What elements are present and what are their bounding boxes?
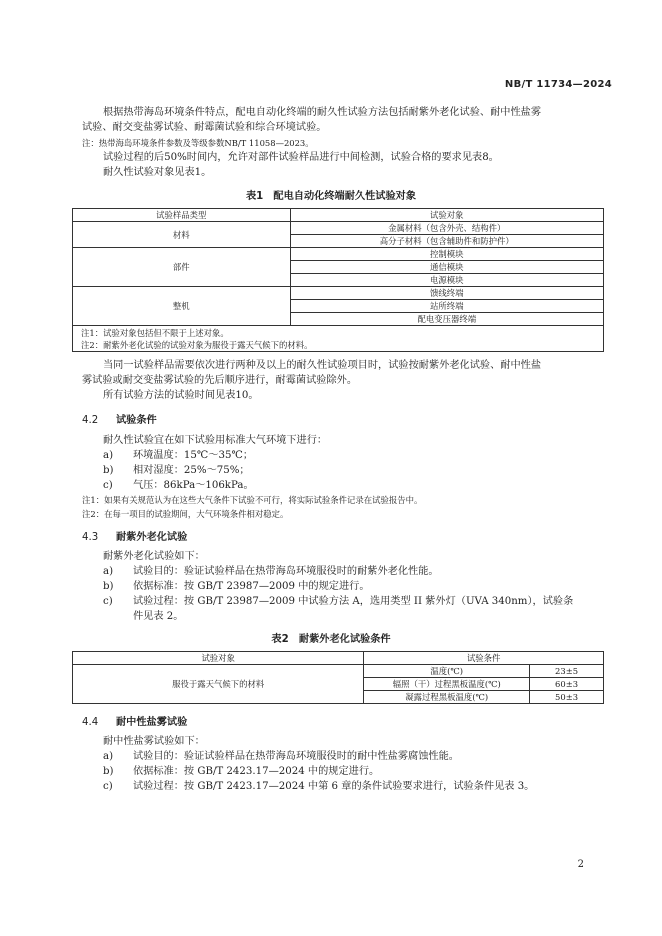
table2-header-row — [73, 652, 604, 665]
table2-condition-name: 辐照（干）过程黑板温度(℃) — [364, 678, 530, 691]
section-number: 4.4 — [82, 717, 99, 728]
intro-para1-line1: 根据热带海岛环境条件特点，配电自动化终端的耐久性试验方法包括耐紫外老化试验、耐中性盐雾 — [103, 107, 542, 118]
table2-col-condition: 试验条件 — [364, 652, 604, 665]
list-item: b) 依据标准：按 GB/T 2423.17—2024 中的规定进行。 — [103, 766, 380, 777]
table2-object-cell: 服役于露天气候下的材料 — [73, 665, 364, 704]
table1-object-cell: 通信模块 — [290, 261, 603, 274]
table-row — [73, 287, 604, 300]
section-title: 试验条件 — [116, 415, 157, 426]
section-number: 4.3 — [82, 532, 99, 543]
table2-condition-name: 温度(℃) — [364, 665, 530, 678]
section-title: 耐中性盐雾试验 — [116, 717, 188, 728]
after-table1-line1: 当同一试验样品需要依次进行两种及以上的耐久性试验项目时，试验按耐紫外老化试验、耐中性盐 — [103, 360, 542, 371]
table1-type-cell: 整机 — [73, 287, 291, 326]
section-title: 耐紫外老化试验 — [116, 532, 188, 543]
table-row — [73, 665, 604, 678]
standard-code: NB/T 11734—2024 — [504, 79, 612, 90]
section-4-3-heading — [82, 528, 187, 543]
table1-type-cell: 材料 — [73, 222, 291, 248]
s43-intro: 耐紫外老化试验如下： — [103, 551, 205, 562]
table2-condition-value: 23±5 — [530, 665, 604, 678]
list-item: c) 气压：86kPa～106kPa。 — [103, 480, 254, 491]
s42-intro: 耐久性试验宜在如下试验用标准大气环境下进行： — [103, 435, 328, 446]
list-item: b) 相对湿度：25%～75%； — [103, 465, 250, 476]
table2-caption: 表2 耐紫外老化试验条件 — [271, 634, 391, 645]
list-item: c) 试验过程：按 GB/T 2423.17—2024 中第 6 章的条件试验要求进行，试验条件见表 3。 — [103, 781, 535, 792]
intro-note: 注：热带海岛环境条件参数及等级参数NB/T 11058—2023。 — [82, 138, 314, 148]
table1-col-object: 试验对象 — [290, 209, 603, 222]
s44-intro: 耐中性盐雾试验如下： — [103, 736, 205, 747]
intro-para3: 耐久性试验对象见表1。 — [103, 167, 212, 178]
table2 — [72, 651, 604, 704]
table1-object-cell: 配电变压器终端 — [290, 313, 603, 326]
table1-object-cell: 电源模块 — [290, 274, 603, 287]
table1-col-type: 试验样品类型 — [73, 209, 291, 222]
list-item-continuation: 件见表 2。 — [133, 611, 184, 622]
table1-note-row — [73, 326, 604, 352]
page-number: 2 — [577, 859, 584, 870]
s42-note1: 注1：如果有关规范认为在这些大气条件下试验不可行，将实际试验条件记录在试验报告中。 — [82, 495, 423, 505]
after-table1-line3: 所有试验方法的试验时间见表10。 — [103, 390, 259, 401]
list-item: a) 试验目的：验证试验样品在热带海岛环境服役时的耐紫外老化性能。 — [103, 566, 439, 577]
s42-note2: 注2：在每一项目的试验期间，大气环境条件相对稳定。 — [82, 509, 289, 519]
table1-header-row — [73, 209, 604, 222]
table1-object-cell: 站所终端 — [290, 300, 603, 313]
list-item: a) 试验目的：验证试验样品在热带海岛环境服役时的耐中性盐雾腐蚀性能。 — [103, 751, 459, 762]
table1-caption: 表1 配电自动化终端耐久性试验对象 — [245, 191, 417, 202]
table2-col-object: 试验对象 — [73, 652, 364, 665]
table-row — [73, 248, 604, 261]
list-item: a) 环境温度：15℃～35℃； — [103, 450, 254, 461]
table2-condition-value: 50±3 — [530, 691, 604, 704]
table2-condition-value: 60±3 — [530, 678, 604, 691]
section-number: 4.2 — [82, 415, 99, 426]
intro-para2: 试验过程的后50%时间内，允许对部件试验样品进行中间检测，试验合格的要求见表8。 — [103, 152, 499, 163]
table1-object-cell: 控制模块 — [290, 248, 603, 261]
table1-object-cell: 馈线终端 — [290, 287, 603, 300]
list-item: b) 依据标准：按 GB/T 23987—2009 中的规定进行。 — [103, 581, 370, 592]
table-row — [73, 222, 604, 235]
list-item: c) 试验过程：按 GB/T 23987—2009 中试验方法 A，选用类型 II 紫外灯（UVA 340nm），试验条 — [103, 596, 574, 607]
table1-object-cell: 金属材料（包含外壳、结构件） — [290, 222, 603, 235]
section-4-4-heading — [82, 713, 187, 728]
table1-note2: 注2：耐紫外老化试验的试验对象为服役于露天气候下的材料。 — [81, 339, 313, 350]
intro-para1-line2: 试验、耐交变盐雾试验、耐霉菌试验和综合环境试验。 — [82, 122, 327, 133]
table1-type-cell: 部件 — [73, 248, 291, 287]
table2-condition-name: 凝露过程黑板温度(℃) — [364, 691, 530, 704]
table1 — [72, 208, 604, 352]
after-table1-line2: 雾试验或耐交变盐雾试验的先后顺序进行，耐霉菌试验除外。 — [82, 375, 358, 386]
section-4-2-heading — [82, 411, 157, 426]
table1-note1: 注1：试验对象包括但不限于上述对象。 — [81, 327, 229, 338]
table1-object-cell: 高分子材料（包含辅助件和防护件） — [290, 235, 603, 248]
